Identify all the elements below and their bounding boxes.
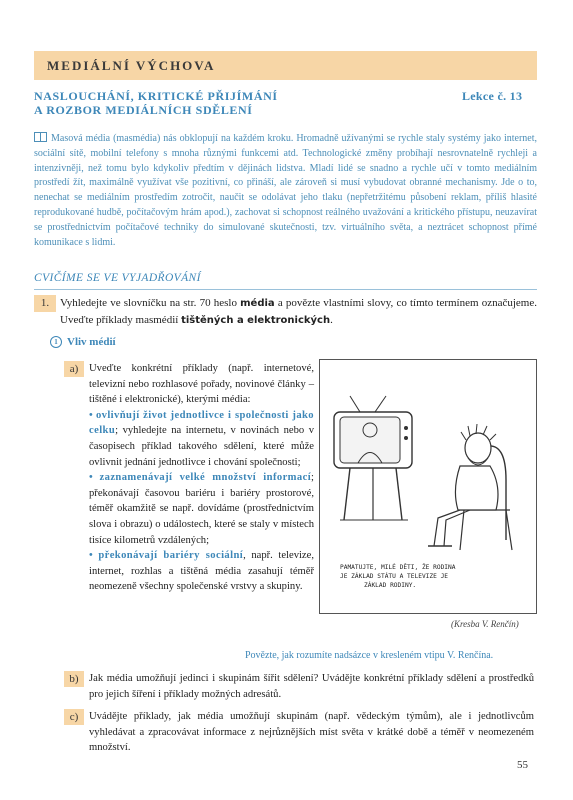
subject-banner (34, 51, 537, 80)
section-divider (34, 289, 537, 290)
intro-paragraph (34, 132, 537, 250)
intro-text: Masová média (masmédia) nás obklopují na každém kroku. Hromadně užívanými se rychle staly systémy jako internet, sociální sítě, mobilní telefony s mnoha různými funkcemi atd. Technologické změny probíhají nesrovnatelně rychleji a intenzivněji, než tomu bylo kdykoliv předtím v dějinách lidstva. Mladí lidé se snadno a rychle učí v tomto mediálním prostředí žít, maximálně využívat vše pozitivní, co přináší, ale zároveň si musí vybudovat obranné mechanismy. Jde o to, nenechat se mediálním prostředím zotročit, naučit se odolávat jeho tlaku (nepřetržitému působení reklam, příliš hlasité reprodukované hudbě, počítačovým hrám apod.), zachovat si schopnost reálného uvažování a kritického přístupu, neuzavírat se prostřednictvím počítačové techniky do simulované skutečnosti, tzv. virtuálního světa, a neztrácet schopnost přímé komunikace s lidmi. (34, 133, 537, 248)
bullet1-text: ; vyhledejte na internetu, v novinách nebo v časopisech příklad takového sdělení, které může ovlivnit jednání jednotlivce i chování společnosti; (89, 425, 314, 468)
cartoon-credit: (Kresba V. Renčín) (451, 619, 519, 629)
item-b-badge: b) (64, 671, 84, 687)
cartoon-speech-2: JE ZÁKLAD STÁTU A TELEVIZE JE (340, 573, 449, 580)
section-heading: CVIČÍME SE VE VYJADŘOVÁNÍ (34, 272, 201, 284)
page-number: 55 (517, 759, 528, 771)
bullet1-highlight: ovlivňují život jednotlivce i společnosti jako celku (89, 409, 315, 437)
keyword-media-types: tištěných a elektronických (181, 315, 331, 326)
item-c-text: Uvádějte příklady, jak média umožňují skupinám (např. vědeckým týmům), ale i jednotlivcům vyhledávat a zpracovávat informace z nejrůznějších míst světa v krátké době a téměř v neomezeném množství. (89, 711, 534, 754)
item-b-text: Jak média umožňují jedinci i skupinám šířit sdělení? Uvádějte konkrétní příklady sdělení a prostředků pro jejich šíření i příklady možných adresátů. (89, 673, 534, 700)
cartoon-illustration (319, 359, 537, 614)
subsection-heading (50, 336, 116, 348)
subject-title: MEDIÁLNÍ VÝCHOVA (47, 58, 216, 73)
item-a-text (89, 361, 314, 595)
lesson-title-line1: NASLOUCHÁNÍ, KRITICKÉ PŘIJÍMÁNÍ (34, 89, 278, 103)
cartoon-drawing (320, 360, 536, 613)
keyword-media: média (240, 298, 275, 309)
item-a-intro: Uveďte konkrétní příklady (např. internetové, televizní nebo rozhlasové pořady, novinové články – tištěné i elektronické), kterými média: (89, 363, 314, 406)
item-c-badge: c) (64, 709, 84, 725)
bullet-dot: • (89, 550, 93, 562)
bullet2-highlight: zaznamenávají velké množství informací (99, 472, 312, 484)
cartoon-caption: Povězte, jak rozumíte nadsázce v kresleném vtipu V. Renčína. (245, 650, 494, 661)
lesson-title (34, 89, 394, 117)
bullet3-text: , např. televize, internet, rozhlas a tištěná média zasahují téměř neomezeně všechny společenské vrstvy a skupiny. (89, 550, 314, 593)
lesson-title-line2: A ROZBOR MEDIÁLNÍCH SDĚLENÍ (34, 103, 253, 117)
cartoon-speech-1: PAMATUJTE, MILÉ DĚTI, ŽE RODINA (340, 564, 456, 571)
exercise1-text-a: Vyhledejte ve slovníčku na str. 70 heslo (60, 297, 241, 309)
cartoon-speech-3: ZÁKLAD RODINY. (364, 582, 417, 589)
exercise-number-badge: 1. (34, 295, 56, 312)
item-a-badge: a) (64, 361, 84, 377)
bullet-dot: • (89, 409, 93, 421)
circled-number-marker: 1 (50, 336, 62, 348)
exercise1-text-c: . (330, 314, 333, 326)
subsection-title: Vliv médií (67, 336, 116, 348)
book-icon (34, 132, 47, 142)
bullet-dot: • (89, 472, 93, 484)
bullet3-highlight: překonávají bariéry sociální (98, 550, 244, 562)
exercise1-text (60, 295, 537, 329)
bullet2-text: ; překonávají časovou bariéru i bariéry prostorové, téměř okamžitě se např. dovídáme (prostřednictvím slova i obrazu) o událostech, které se staly v místech tisíce kilometrů vzdálených; (89, 472, 314, 546)
exercise1-text-b: a povězte vlastními slovy, co tímto termínem označujeme. Uveďte příklady masmédií (60, 297, 537, 326)
lesson-number: Lekce č. 13 (462, 89, 523, 103)
